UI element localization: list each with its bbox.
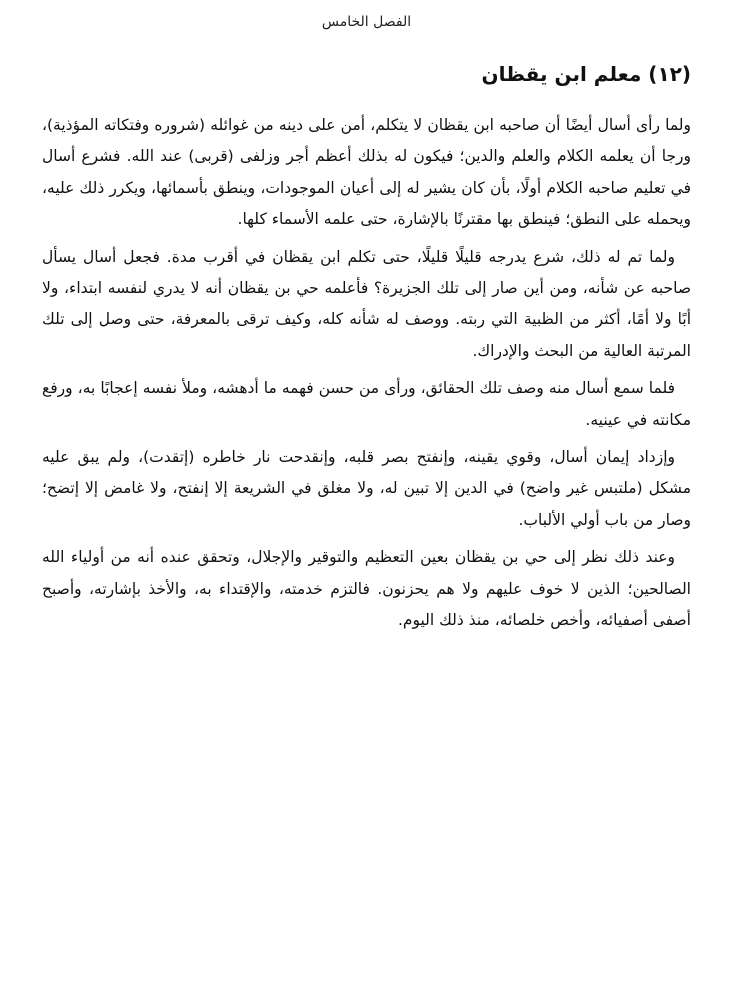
running-header: الفصل الخامس bbox=[321, 14, 412, 30]
chapter-title: (١٢) معلم ابن يقظان bbox=[481, 62, 691, 86]
paragraph: فلما سمع أسال منه وصف تلك الحقائق، ورأى من حسن فهمه ما أدهشه، وملأ نفسه إعجابًا به، ورفع مكانته في عينيه. bbox=[42, 379, 691, 429]
paragraph: ولما تم له ذلك، شرع يدرجه قليلًا قليلًا، حتى تكلم ابن يقظان في أقرب مدة. فجعل أسال يسأل صاحبه عن شأنه، ومن أين صار إلى تلك الجزيرة؟ فأعلمه حي بن يقظان أنه لا يدري لنفسه ابتداء، ولا أبًا ولا أمًا، أكثر من الظبية التي ربته. ووصف له شأنه كله، وكيف ترقى بالمعرفة، حتى وصل إلى تلك المرتبة العالية من البحث والإدراك. bbox=[42, 247, 691, 360]
paragraph: ولما رأى أسال أيضًا أن صاحبه ابن يقظان لا يتكلم، أمن على دينه من غوائله (شروره وفتكاته المؤذية)، ورجا أن يعلمه الكلام والعلم والدين؛ فيكون له بذلك أعظم أجر وزلفى (قربى) عند الله. فشرع أسال في تعليم صاحبه الكلام أولًا، بأن كان يشير له إلى أعيان الموجودات، وينطق بأسمائها، ويكرر ذلك عليه، ويحمله على النطق؛ فينطق بها مقترنًا بالإشارة، حتى علمه الأسماء كلها. bbox=[42, 116, 691, 229]
paragraph: وإزداد إيمان أسال، وقوي يقينه، وإنفتح بصر قلبه، وإنقدحت نار خاطره (إتقدت)، ولم يبق عليه مشكل (ملتبس غير واضح) في الدين إلا تبين له، ولا مغلق في الشريعة إلا إنفتح، ولا غامض إلا إتضح؛ وصار من باب أولي الألباب. bbox=[42, 448, 691, 529]
body-text bbox=[42, 110, 691, 643]
paragraph: وعند ذلك نظر إلى حي بن يقظان بعين التعظيم والتوقير والإجلال، وتحقق عنده أنه من أولياء الله الصالحين؛ الذين لا خوف عليهم ولا هم يحزنون. فالتزم خدمته، والإقتداء به، والأخذ بإشارته، وأصبح أصفى أصفيائه، وأخص خلصائه، منذ ذلك اليوم. bbox=[42, 548, 691, 630]
